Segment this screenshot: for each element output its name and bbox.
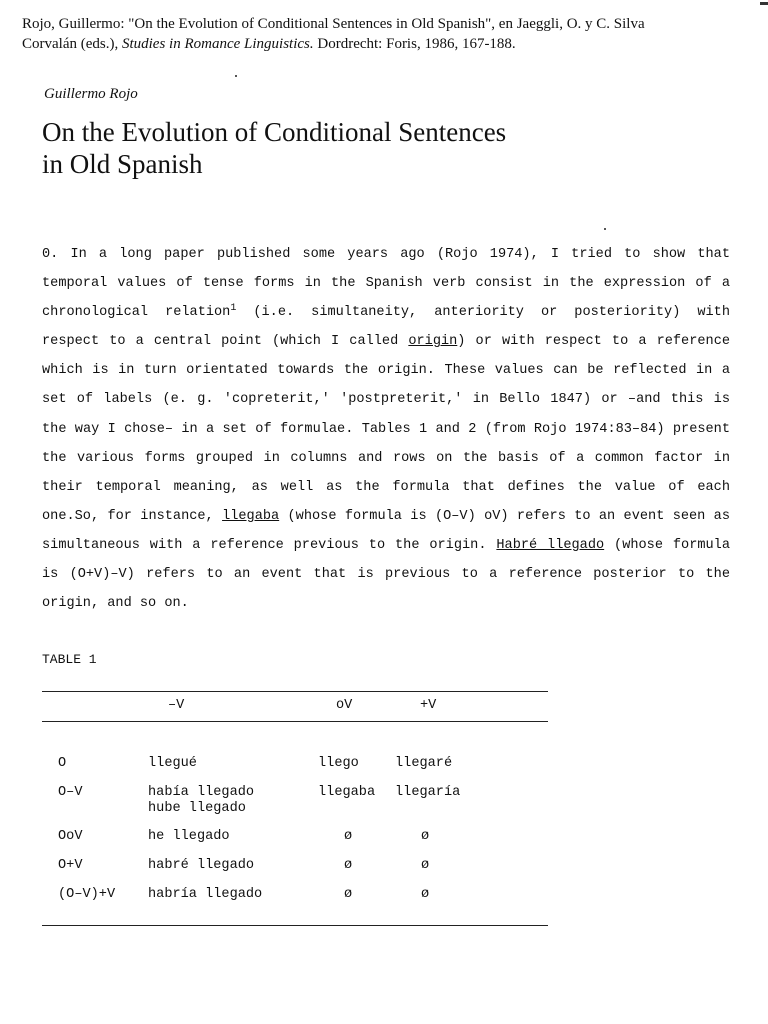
cell-minus-v: habría llegado bbox=[148, 887, 263, 902]
column-header-minus-v: –V bbox=[168, 698, 185, 713]
cell-o-v: ø bbox=[344, 887, 353, 902]
table-label: TABLE 1 bbox=[42, 652, 97, 667]
citation-line-1: Rojo, Guillermo: "On the Evolution of Conditional Sentences in Old Spanish", en Jaeggli, O. y C. Silva bbox=[22, 16, 645, 32]
citation-publisher: Dordrecht: Foris, 1986, 167-188. bbox=[313, 36, 516, 52]
cell-minus-v: había llegado hube llegado bbox=[148, 785, 255, 816]
title-line-2: in Old Spanish bbox=[42, 149, 203, 179]
cell-plus-v: ø bbox=[421, 887, 430, 902]
row-key: O bbox=[58, 756, 67, 771]
row-key: (O–V)+V bbox=[58, 887, 116, 902]
scan-speck bbox=[604, 228, 606, 230]
table-top-rule bbox=[42, 691, 548, 692]
paragraph-text-2: (i.e. simultaneity, anteriority or posteriority) with respect to a central point (which I called bbox=[42, 305, 730, 350]
table-header-rule bbox=[42, 721, 548, 722]
citation-book-title: Studies in Romance Linguistics. bbox=[121, 36, 314, 52]
paragraph-text-5: (whose formula is (O+V)–V) refers to an event that is previous to a reference posterior to the origin, and so on. bbox=[42, 537, 730, 612]
row-key: O–V bbox=[58, 785, 83, 800]
cell-plus-v: ø bbox=[421, 858, 430, 873]
bibliographic-citation bbox=[22, 14, 762, 54]
cell-o-v: llegaba bbox=[318, 785, 376, 800]
author-name: Guillermo Rojo bbox=[44, 86, 138, 102]
term-origin: origin bbox=[408, 334, 458, 350]
citation-editors: Corvalán (eds.), bbox=[22, 36, 122, 52]
paragraph-text-3: ) or with respect to a reference which is in turn orientated towards the origin. These values can be reflected in a set of labels (e. g. 'copreterit,' 'postpreterit,' in Bello 1847) or –and this is the way I chose– in a set of formulae. Tables 1 and 2 (from Rojo 1974:83–84) present the various forms grouped in columns and rows on the basis of a common factor in their temporal meaning, as well as the formula that defines the value of each one.So, for instance, bbox=[42, 334, 731, 524]
footnote-marker: 1 bbox=[230, 303, 237, 315]
term-llegaba: llegaba bbox=[222, 508, 280, 524]
term-habre-llegado: Habré llegado bbox=[496, 537, 605, 553]
scan-speck bbox=[760, 2, 768, 5]
cell-plus-v: llegaría bbox=[395, 785, 461, 800]
paragraph-text-4: (whose formula is (O–V) oV) refers to an event seen as simultaneous with a reference previous to the origin. bbox=[42, 508, 730, 553]
cell-o-v: ø bbox=[344, 829, 353, 844]
row-key: OoV bbox=[58, 829, 83, 844]
paper-title bbox=[42, 116, 682, 180]
cell-minus-v: habré llegado bbox=[148, 858, 255, 873]
paragraph-text-1: 0. In a long paper published some years ago (Rojo 1974), I tried to show that temporal values of tense forms in the Spanish verb consist in the expression of a chronological relation bbox=[42, 247, 730, 321]
scan-speck bbox=[235, 75, 237, 77]
title-line-1: On the Evolution of Conditional Sentences bbox=[42, 117, 507, 147]
cell-plus-v: ø bbox=[421, 829, 430, 844]
row-key: O+V bbox=[58, 858, 83, 873]
column-header-o-v: oV bbox=[336, 698, 353, 713]
table-bottom-rule bbox=[42, 925, 548, 926]
cell-minus-v: llegué bbox=[148, 756, 197, 771]
cell-minus-v: he llegado bbox=[148, 829, 230, 844]
column-header-plus-v: +V bbox=[420, 698, 437, 713]
cell-o-v: ø bbox=[344, 858, 353, 873]
body-paragraph bbox=[42, 240, 730, 618]
cell-o-v: llego bbox=[318, 756, 359, 771]
cell-plus-v: llegaré bbox=[395, 756, 453, 771]
